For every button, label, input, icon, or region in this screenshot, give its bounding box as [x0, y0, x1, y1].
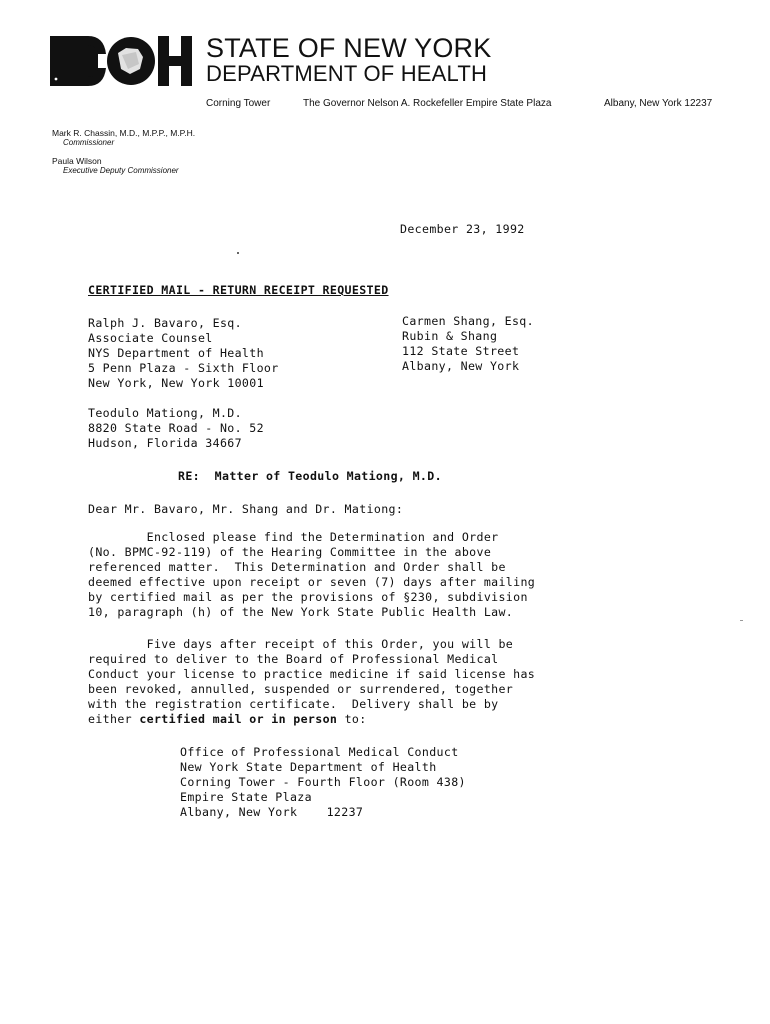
paragraph-line: Five days after receipt of this Order, you will be [88, 637, 514, 651]
recipient-line: New York, New York 10001 [88, 376, 264, 390]
recipient-line: Ralph J. Bavaro, Esq. [88, 316, 242, 330]
recipient-line: Teodulo Mationg, M.D. [88, 406, 242, 420]
paragraph-license-delivery [88, 637, 535, 727]
address-building: Corning Tower [206, 98, 271, 109]
recipient-line: Associate Counsel [88, 331, 213, 345]
address-line: Corning Tower - Fourth Floor (Room 438) [180, 775, 466, 789]
doh-logo [50, 36, 192, 86]
letter-date: December 23, 1992 [400, 222, 525, 236]
official-deputy [52, 156, 179, 176]
recipient-line: 112 State Street [402, 344, 520, 358]
delivery-prefix: either [88, 712, 140, 726]
official-commissioner [52, 128, 195, 148]
re-subject: Matter of Teodulo Mationg, M.D. [214, 469, 442, 483]
mailing-notice: CERTIFIED MAIL - RETURN RECEIPT REQUESTED [88, 283, 389, 297]
address-city: Albany, New York 12237 [604, 98, 713, 109]
recipient-line: NYS Department of Health [88, 346, 264, 360]
paragraph-line: referenced matter. This Determination and Order shall be [88, 560, 506, 574]
salutation: Dear Mr. Bavaro, Mr. Shang and Dr. Mationg: [88, 502, 404, 516]
address-line: Office of Professional Medical Conduct [180, 745, 459, 759]
scan-speck [237, 252, 239, 254]
agency-department: DEPARTMENT OF HEALTH [206, 61, 488, 86]
paragraph-line: required to deliver to the Board of Professional Medical [88, 652, 499, 666]
recipient-line: 5 Penn Plaza - Sixth Floor [88, 361, 279, 375]
paragraph-line: Enclosed please find the Determination and Order [88, 530, 499, 544]
delivery-method: certified mail or in person [139, 712, 338, 726]
recipient-line: Albany, New York [402, 359, 520, 373]
delivery-address [180, 745, 466, 820]
re-label: RE: [178, 469, 200, 483]
recipient-block-physician [88, 406, 264, 451]
official-title: Executive Deputy Commissioner [63, 166, 179, 175]
recipient-line: Carmen Shang, Esq. [402, 314, 534, 328]
address-line: Albany, New York 12237 [180, 805, 364, 819]
paragraph-line: with the registration certificate. Delivery shall be by [88, 697, 499, 711]
official-name: Paula Wilson [52, 156, 102, 166]
delivery-suffix: to: [337, 712, 367, 726]
paragraph-line: been revoked, annulled, suspended or surrendered, together [88, 682, 514, 696]
paragraph-line [88, 712, 535, 727]
address-line: New York State Department of Health [180, 760, 437, 774]
official-name: Mark R. Chassin, M.D., M.P.P., M.P.H. [52, 128, 196, 138]
paragraph-line: (No. BPMC-92-119) of the Hearing Committee in the above [88, 545, 492, 559]
recipient-block-left [88, 316, 279, 391]
paragraph-line: 10, paragraph (h) of the New York State Public Health Law. [88, 605, 514, 619]
paragraph-line: deemed effective upon receipt or seven (7) days after mailing [88, 575, 536, 589]
paragraph-determination [88, 530, 535, 620]
scan-speck [740, 620, 743, 621]
re-line [178, 469, 442, 484]
paragraph-line: Conduct your license to practice medicine if said license has [88, 667, 536, 681]
agency-state: STATE OF NEW YORK [206, 33, 492, 63]
address-line: Empire State Plaza [180, 790, 312, 804]
recipient-line: Hudson, Florida 34667 [88, 436, 242, 450]
recipient-line: Rubin & Shang [402, 329, 498, 343]
address-plaza: The Governor Nelson A. Rockefeller Empire State Plaza [303, 98, 552, 109]
recipient-line: 8820 State Road - No. 52 [88, 421, 264, 435]
paragraph-line: by certified mail as per the provisions of §230, subdivision [88, 590, 528, 604]
official-title: Commissioner [63, 138, 115, 147]
recipient-block-right [402, 314, 534, 374]
